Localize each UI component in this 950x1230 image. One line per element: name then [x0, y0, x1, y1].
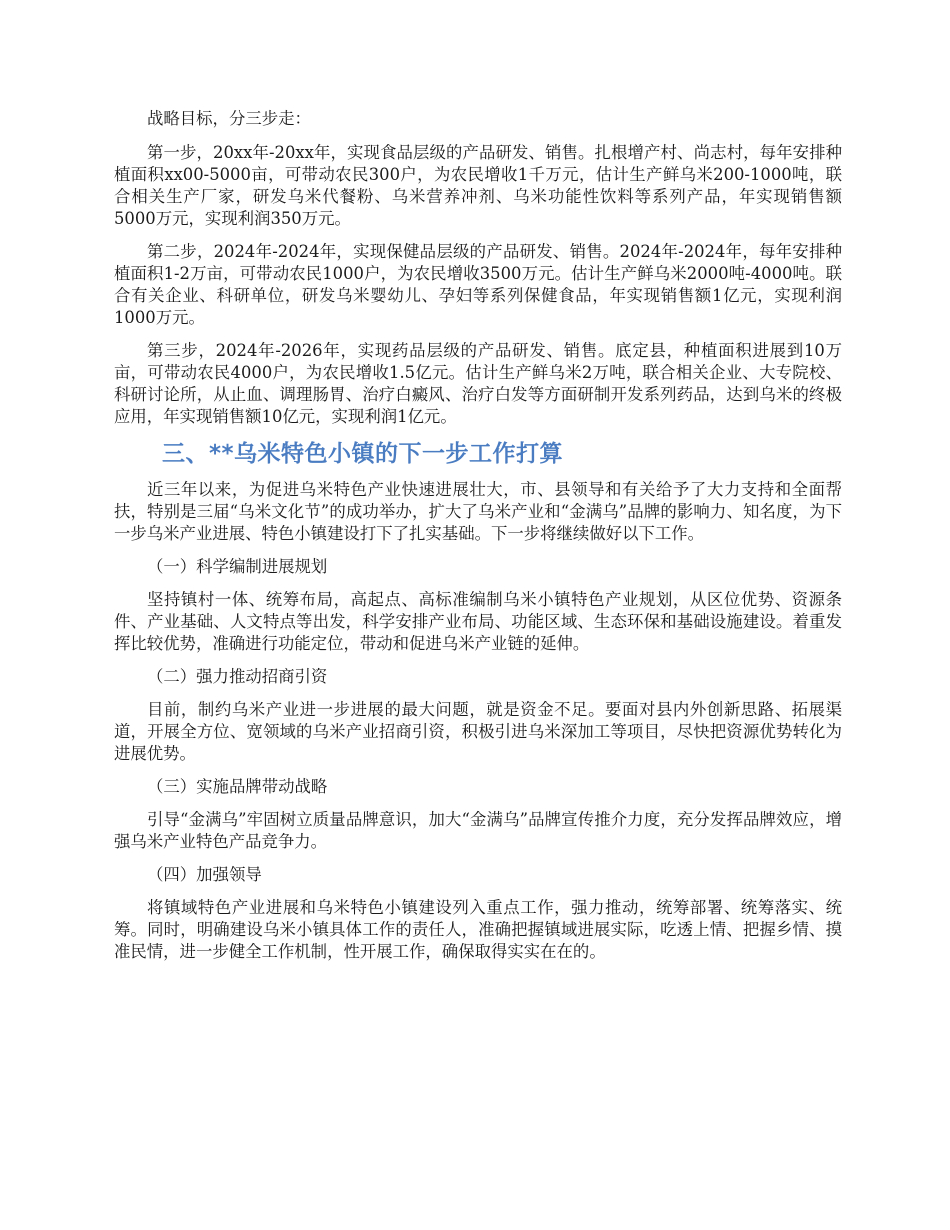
item-two-body: 目前，制约乌米产业进一步进展的最大问题，就是资金不足。要面对县内外创新思路、拓展渠道，开展全方位、宽领域的乌米产业招商引资，积极引进乌米深加工等项目，尽快把资源优势转化为进展优势。 — [114, 700, 842, 763]
intro-paragraph: 战略目标，分三步走： — [147, 109, 311, 128]
document-page — [114, 108, 842, 974]
section-intro-paragraph: 近三年以来，为促进乌米特色产业快速进展壮大，市、县领导和有关给予了大力支持和全面帮扶，特别是三届“乌米文化节”的成功举办，扩大了乌米产业和“金满乌”品牌的影响力、知名度，为下一步乌米产业进展、特色小镇建设打下了扎实基础。下一步将继续做好以下工作。 — [114, 480, 842, 543]
step-two-paragraph: 第二步，2024年-2024年，实现保健品层级的产品研发、销售。2024年-2024年，每年安排种植面积1-2万亩，可带动农民1000户，为农民增收3500万元。估计生产鲜乌米2000吨-4000吨。联合有关企业、科研单位，研发乌米婴幼儿、孕妇等系列保健食品，年实现销售额1亿元，实现利润1000万元。 — [114, 242, 842, 327]
item-three-body: 引导“金满乌”牢固树立质量品牌意识，加大“金满乌”品牌宣传推介力度，充分发挥品牌效应，增强乌米产业特色产品竞争力。 — [114, 810, 842, 851]
item-four-title: （四）加强领导 — [147, 865, 262, 884]
step-three-paragraph: 第三步，2024年-2026年，实现药品层级的产品研发、销售。底定县，种植面积进展到10万亩，可带动农民4000户，为农民增收1.5亿元。估计生产鲜乌米2万吨，联合相关企业、大专院校、科研讨论所，从止血、调理肠胃、治疗白癜风、治疗白发等方面研制开发系列药品，达到乌米的终极应用，年实现销售额10亿元，实现利润1亿元。 — [114, 341, 842, 426]
step-one-paragraph: 第一步，20xx年-20xx年，实现食品层级的产品研发、销售。扎根增产村、尚志村，每年安排种植面积xx00-5000亩，可带动农民300户，为农民增收1千万元，估计生产鲜乌米200-1000吨，联合相关生产厂家，研发乌米代餐粉、乌米营养冲剂、乌米功能性饮料等系列产品，年实现销售额5000万元，实现利润350万元。 — [114, 143, 842, 228]
item-four-body: 将镇域特色产业进展和乌米特色小镇建设列入重点工作，强力推动，统筹部署、统筹落实、统筹。同时，明确建设乌米小镇具体工作的责任人，准确把握镇域进展实际，吃透上情、把握乡情、摸准民情，进一步健全工作机制，性开展工作，确保取得实实在在的。 — [114, 898, 842, 961]
item-one-body: 坚持镇村一体、统筹布局，高起点、高标准编制乌米小镇特色产业规划，从区位优势、资源条件、产业基础、人文特点等出发，科学安排产业布局、功能区域、生态环保和基础设施建设。着重发挥比较优势，准确进行功能定位，带动和促进乌米产业链的延伸。 — [114, 590, 842, 653]
item-one-title: （一）科学编制进展规划 — [147, 557, 328, 576]
item-two-title: （二）强力推动招商引资 — [147, 667, 328, 686]
section-heading: 三、**乌米特色小镇的下一步工作打算 — [162, 441, 564, 467]
item-three-title: （三）实施品牌带动战略 — [147, 777, 328, 796]
